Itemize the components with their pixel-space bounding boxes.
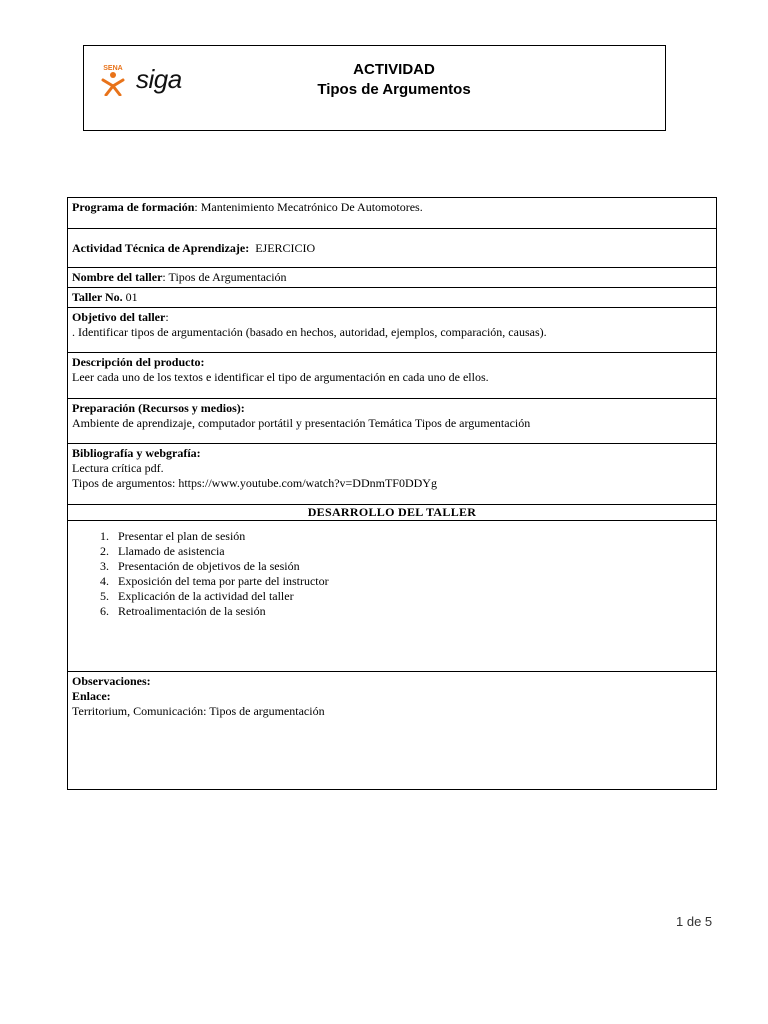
preparacion-label: Preparación (Recursos y medios):: [72, 401, 245, 415]
row-objetivo: Objetivo del taller: . Identificar tipos de argumentación (basado en hechos, autoridad, ejemplos, comparación, causas).: [68, 308, 717, 353]
programa-label: Programa de formación: [72, 200, 195, 214]
document-header: [83, 45, 666, 131]
siga-logo: siga: [136, 64, 182, 94]
enlace-label: Enlace:: [72, 689, 111, 703]
objetivo-value: . Identificar tipos de argumentación (basado en hechos, autoridad, ejemplos, comparación, causas).: [72, 325, 547, 339]
row-nombre: Nombre del taller: Tipos de Argumentación: [68, 268, 717, 288]
objetivo-label: Objetivo del taller: [72, 310, 166, 324]
row-taller-no: [68, 288, 717, 308]
taller-no-value: 01: [125, 290, 138, 304]
list-item: 4. Exposición del tema por parte del instructor: [112, 574, 712, 589]
desarrollo-heading: DESARROLLO DEL TALLER: [68, 505, 717, 521]
taller-no-label: Taller No.: [72, 290, 123, 304]
programa-value: Mantenimiento Mecatrónico De Automotores.: [200, 200, 423, 214]
observaciones-label: Observaciones:: [72, 674, 151, 688]
nombre-label: Nombre del taller: [72, 270, 163, 284]
observaciones-value: Territorium, Comunicación: Tipos de argumentación: [72, 704, 325, 718]
bibliografia-line-1: Lectura crítica pdf.: [72, 461, 164, 475]
title-line-1: ACTIVIDAD: [353, 61, 435, 78]
workshop-table: [67, 197, 717, 790]
page-number: 1 de 5: [676, 914, 713, 929]
list-item: 1. Presentar el plan de sesión: [112, 529, 712, 544]
list-item: 5. Explicación de la actividad del taller: [112, 589, 712, 604]
row-actividad: [68, 229, 717, 268]
list-item: 6. Retroalimentación de la sesión: [112, 604, 712, 619]
bibliografia-line-2: Tipos de argumentos: https://www.youtube.com/watch?v=DDnmTF0DDYg: [72, 476, 437, 490]
row-preparacion: [68, 399, 717, 444]
row-programa: Programa de formación: Mantenimiento Mecatrónico De Automotores.: [68, 198, 717, 229]
bibliografia-label: Bibliografía y webgrafía:: [72, 446, 201, 460]
steps-list: [72, 529, 712, 619]
actividad-value: EJERCICIO: [255, 240, 316, 255]
nombre-value: Tipos de Argumentación: [168, 270, 287, 284]
row-desarrollo: [68, 521, 717, 672]
row-bibliografia: [68, 444, 717, 505]
preparacion-value: Ambiente de aprendizaje, computador portátil y presentación Temática Tipos de argumentación: [72, 416, 531, 430]
sena-logo-icon: [97, 62, 129, 96]
list-item: 2. Llamado de asistencia: [112, 544, 712, 559]
row-desarrollo-heading: [68, 505, 717, 521]
svg-text:SENA: SENA: [103, 65, 123, 72]
actividad-label: Actividad Técnica de Aprendizaje:: [72, 240, 250, 255]
header-title: [294, 60, 494, 100]
list-item: 3. Presentación de objetivos de la sesión: [112, 559, 712, 574]
descripcion-value: Leer cada uno de los textos e identificar el tipo de argumentación en cada uno de ellos.: [72, 370, 489, 384]
descripcion-label: Descripción del producto:: [72, 355, 205, 369]
title-line-2: Tipos de Argumentos: [317, 81, 471, 98]
row-observaciones: [68, 672, 717, 790]
row-descripcion: [68, 353, 717, 399]
